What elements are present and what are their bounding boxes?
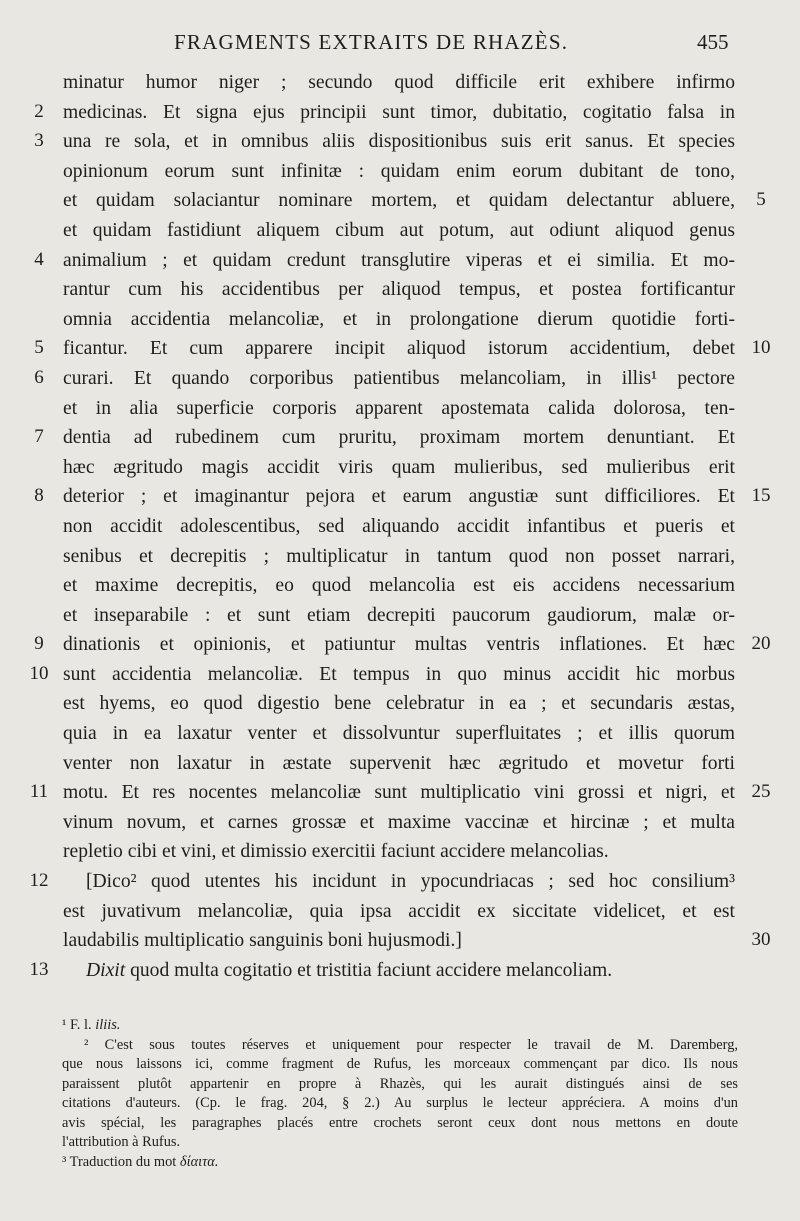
- text-line: [0, 956, 800, 986]
- line-text: medicinas. Et signa ejus principii sunt timor, dubitatio, cogitatio falsa in: [63, 101, 735, 123]
- text-line: [0, 423, 800, 453]
- line-text: venter non laxatur in æstate supervenit hæc ægritudo et movetur forti: [63, 752, 735, 774]
- text-line: [0, 778, 800, 808]
- line-text: et quidam solaciantur nominare mortem, et quidam delectantur abluere,: [63, 190, 735, 212]
- paragraph-number: 3: [34, 130, 44, 152]
- line-text: dentia ad rubedinem cum pruritu, proximam mortem denuntiant. Et: [63, 427, 735, 449]
- footnote-2-line: l'attribution à Rufus.: [62, 1134, 181, 1150]
- line-text: hæc ægritudo magis accidit viris quam mulieribus, sed mulieribus erit: [63, 456, 735, 478]
- text-line: [0, 630, 800, 660]
- text-line: [0, 453, 800, 483]
- line-text: motu. Et res nocentes melancoliæ sunt multiplicatio vini grossi et nigri, et: [63, 782, 735, 804]
- line-text: repletio cibi et vini, et dimissio exercitii faciunt accidere melancolias.: [63, 841, 609, 863]
- line-number: 20: [751, 633, 771, 655]
- paragraph-number: 11: [29, 781, 49, 803]
- line-number: 25: [751, 781, 771, 803]
- line-text: curari. Et quando corporibus patientibus melancoliam, in illis¹ pectore: [63, 367, 735, 389]
- footnote-3-mark: ³: [62, 1153, 67, 1170]
- paragraph-number: 2: [34, 100, 44, 122]
- line-text: vinum novum, et carnes grossæ et maxime vaccinæ et hircinæ ; et multa: [63, 811, 735, 833]
- text-line: [0, 305, 800, 335]
- paragraph-number: 5: [34, 337, 44, 359]
- line-text: et maxime decrepitis, eo quod melancolia est eis accidens necessarium: [63, 575, 735, 597]
- main-text: [0, 68, 800, 985]
- line-text: est juvativum melancoliæ, quia ipsa accidit ex siccitate videlicet, et est: [63, 900, 735, 922]
- line-text: et in alia superficie corporis apparent apostemata calida dolorosa, ten-: [63, 397, 735, 419]
- text-line: [0, 571, 800, 601]
- line-text: senibus et decrepitis ; multiplicatur in tantum quod non posset narrari,: [63, 545, 735, 567]
- footnote-2: [62, 1036, 738, 1153]
- text-line: [0, 689, 800, 719]
- line-text: laudabilis multiplicatio sanguinis boni hujusmodi.]: [63, 930, 462, 952]
- running-title: FRAGMENTS EXTRAITS DE RHAZÈS.: [174, 30, 569, 54]
- text-line: [0, 601, 800, 631]
- text-line: [0, 216, 800, 246]
- line-text-italic: Dixit: [86, 959, 126, 981]
- line-text: et inseparabile : et sunt etiam decrepiti paucorum gaudiorum, malæ or-: [63, 604, 735, 626]
- line-text: animalium ; et quidam credunt transglutire viperas et ei similia. Et mo-: [63, 249, 735, 271]
- text-line: [0, 926, 800, 956]
- line-text: deterior ; et imaginantur pejora et earum angustiæ sunt difficiliores. Et: [63, 486, 735, 508]
- line-text: [Dico² quod utentes his incidunt in ypocundriacas ; sed hoc consilium³: [86, 871, 735, 893]
- line-text: rantur cum his accidentibus per aliquod tempus, et postea fortificantur: [63, 279, 735, 301]
- footnote-1: [62, 1016, 738, 1036]
- paragraph-number: 6: [34, 366, 44, 388]
- line-text: quia in ea laxatur venter et dissolvuntur superfluitates ; et illis quorum: [63, 723, 735, 745]
- text-line: [0, 275, 800, 305]
- footnote-1-mark: ¹: [62, 1017, 67, 1033]
- line-text: ficantur. Et cum apparere incipit aliquod istorum accidentium, debet: [63, 338, 735, 360]
- text-line: [0, 127, 800, 157]
- paragraph-number: 8: [34, 485, 44, 507]
- footnote-2-line: citations d'auteurs. (Cp. le frag. 204, § 2.) Au surplus le lecteur appréciera. A moins d'un: [62, 1095, 738, 1111]
- text-line: [0, 897, 800, 927]
- line-text: est hyems, eo quod digestio bene celebratur in ea ; et secundaris æstas,: [63, 693, 735, 715]
- footnote-3-text: Traduction du mot: [69, 1153, 177, 1170]
- line-text: dinationis et opinionis, et patiuntur multas ventris inflationes. Et hæc: [63, 634, 735, 656]
- text-line: [0, 246, 800, 276]
- paragraph-number: 10: [29, 662, 49, 684]
- text-line: [0, 394, 800, 424]
- line-text: et quidam fastidiunt aliquem cibum aut potum, aut odiunt aliquod genus: [63, 219, 735, 241]
- line-text-rest: quod multa cogitatio et tristitia faciunt accidere melancoliam.: [125, 959, 613, 981]
- line-text: [86, 956, 735, 985]
- text-line: [0, 749, 800, 779]
- text-line: [0, 867, 800, 897]
- text-line: [0, 68, 800, 98]
- line-number: 15: [751, 485, 771, 507]
- footnote-1-italic: iliis.: [95, 1017, 121, 1033]
- text-line: [0, 542, 800, 572]
- line-text: opinionum eorum sunt infinitæ : quidam enim eorum dubitant de tono,: [63, 160, 735, 182]
- text-line: [0, 660, 800, 690]
- text-line: [0, 98, 800, 128]
- page-number: 455: [697, 30, 729, 54]
- line-text: sunt accidentia melancoliæ. Et tempus in quo minus accidit hic morbus: [63, 663, 735, 685]
- line-text: minatur humor niger ; secundo quod difficile erit exhibere infirmo: [63, 72, 735, 93]
- footnotes: [62, 1016, 738, 1172]
- footnote-2-line: paraissent plutôt appartenir en propre à Rhazès, qui les aurait distingués ainsi de ses: [62, 1075, 738, 1092]
- text-line: [0, 364, 800, 394]
- text-line: [0, 719, 800, 749]
- text-line: [0, 512, 800, 542]
- text-line: [0, 837, 800, 867]
- text-line: [0, 157, 800, 187]
- text-line: [0, 186, 800, 216]
- line-number: 30: [751, 929, 771, 951]
- text-line: [0, 808, 800, 838]
- line-text: una re sola, et in omnibus aliis dispositionibus suis erit sanus. Et species: [63, 131, 735, 153]
- page-header: [0, 30, 800, 60]
- footnote-2-line: ² C'est sous toutes réserves et uniquement pour respecter le travail de M. Daremberg,: [84, 1036, 738, 1053]
- paragraph-number: 7: [34, 426, 44, 448]
- line-number: 10: [751, 337, 771, 359]
- paragraph-number: 12: [29, 870, 49, 892]
- text-line: [0, 334, 800, 364]
- footnote-3: [62, 1153, 738, 1173]
- footnote-2-line: que nous laissons ici, comme fragment de Rufus, les morceaux commençant par dico. Ils nous: [62, 1056, 738, 1072]
- text-line: [0, 482, 800, 512]
- paragraph-number: 4: [34, 248, 44, 270]
- line-text: non accidit adolescentibus, sed aliquando accidit infantibus et pueris et: [63, 515, 735, 537]
- paragraph-number: 9: [34, 633, 44, 655]
- footnote-3-greek: δίαιτα.: [179, 1153, 219, 1170]
- footnote-2-line: avis spécial, les paragraphes placés entre crochets seront ceux dont nous mettons en doute: [62, 1114, 738, 1131]
- line-text: omnia accidentia melancoliæ, et in prolongatione dierum quotidie forti-: [63, 308, 735, 330]
- paragraph-number: 13: [29, 958, 49, 980]
- line-number: 5: [756, 189, 766, 211]
- footnote-1-text: F. l.: [69, 1017, 92, 1033]
